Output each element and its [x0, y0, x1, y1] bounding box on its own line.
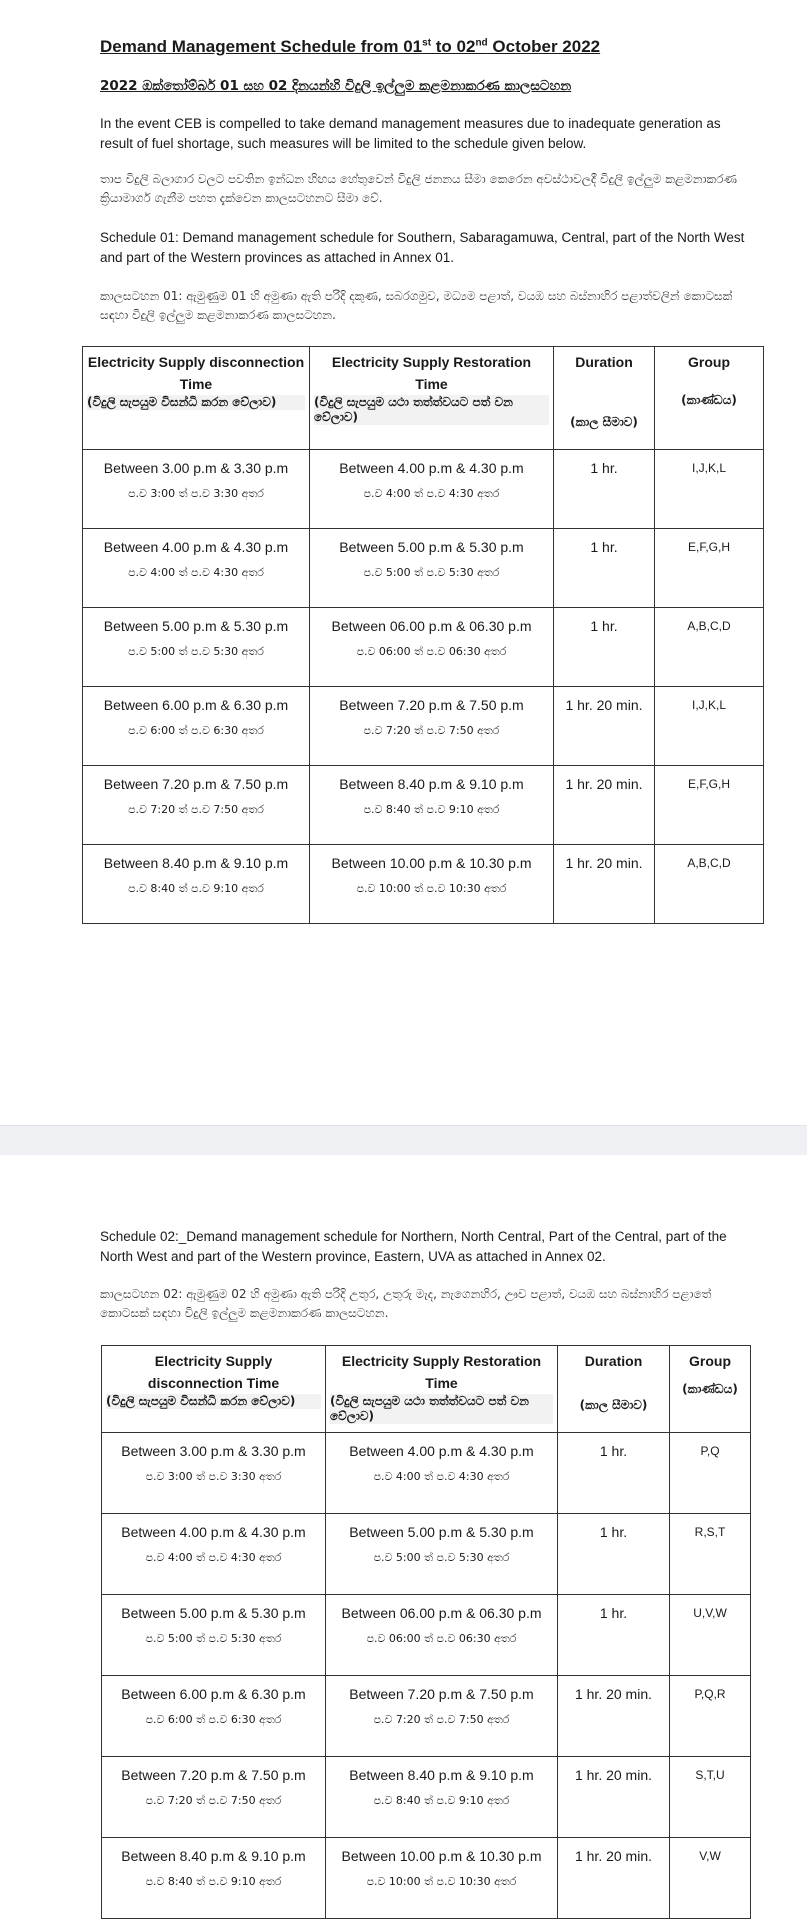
disconnection-time-sinhala: ප.ව 6:00 ත් ප.ව 6:30 අතර [145, 1713, 282, 1726]
restoration-time-cell [310, 450, 554, 529]
disconnection-time-sinhala: ප.ව 8:40 ත් ප.ව 9:10 අතර [145, 1875, 282, 1888]
schedule-2-table [101, 1345, 751, 1919]
group-value: U,V,W [693, 1606, 727, 1620]
table-row [102, 1595, 751, 1676]
disconnection-time-sinhala: ප.ව 7:20 ත් ප.ව 7:50 අතර [128, 803, 264, 816]
restoration-time-sinhala: ප.ව 5:00 ත් ප.ව 5:30 අතර [363, 566, 500, 579]
intro-paragraph-sinhala: තාප විදුලි බලාගාර වලට පවතින ඉන්ධන හිඟය හේතුවෙන් විදුලි ජනනය සීමා කෙරෙන අවස්ථාවලදී විදුලි ඉල්ලුම කළමනාකරණ ක්‍රියාමාර්ග ගැනීම පහත දැක්වෙන කාලසටහනට සීමා වේ. [100, 172, 737, 205]
restoration-time-cell [310, 766, 554, 845]
restoration-time-english: Between 4.00 p.m & 4.30 p.m [339, 460, 524, 476]
duration-value: 1 hr. [599, 1443, 628, 1459]
duration-value: 1 hr. [599, 1524, 628, 1540]
restoration-time-sinhala: ප.ව 06:00 ත් ප.ව 06:30 අතර [366, 1632, 517, 1645]
schedule-2-description-sinhala: කාලසටහන 02: ඇමුණුම 02 හි අමුණා ඇති පරිදි උතුර, උතුරු මැද, නැගෙනහිර, ඌව පළාත්, වයඹ සහ බස්නාහිර පළාතේ කොටසක් සඳහා විදුලි ඉල්ලුම කළමනාකරණ කාලසටහන. [100, 1287, 712, 1320]
restoration-time-english: Between 4.00 p.m & 4.30 p.m [349, 1443, 534, 1459]
header-restoration-time: Electricity Supply Restoration Time (විදුලි සැපයුම යථා තත්ත්වයට පත් වන වේලාව) [310, 347, 554, 450]
header-restoration-time: Electricity Supply Restoration Time (විදුලි සැපයුම යථා තත්ත්වයට පත් වන වේලාව) [326, 1346, 558, 1433]
disconnection-time-sinhala: ප.ව 5:00 ත් ප.ව 5:30 අතර [145, 1632, 282, 1645]
group-value: P,Q [700, 1444, 720, 1458]
title-superscript-1: st [422, 37, 432, 49]
restoration-time-english: Between 7.20 p.m & 7.50 p.m [349, 1686, 534, 1702]
restoration-time-sinhala: ප.ව 8:40 ත් ප.ව 9:10 අතර [363, 803, 500, 816]
group-cell [670, 1676, 751, 1757]
restoration-time-english: Between 06.00 p.m & 06.30 p.m [341, 1605, 542, 1621]
header-group: Group (කාණ්ඩය) [655, 347, 764, 450]
disconnection-time-cell [83, 766, 310, 845]
header-disconnection-time: Electricity Supply disconnection Time (විදුලි සැපයුම විසන්ධි කරන වේලාව) [83, 347, 310, 450]
duration-cell [554, 845, 655, 924]
disconnection-time-cell [83, 529, 310, 608]
disconnection-time-cell [102, 1757, 326, 1838]
disconnection-time-english: Between 8.40 p.m & 9.10 p.m [121, 1848, 306, 1864]
disconnection-time-sinhala: ප.ව 6:00 ත් ප.ව 6:30 අතර [128, 724, 264, 737]
schedule-1-table-body [83, 450, 764, 924]
disconnection-time-cell [102, 1514, 326, 1595]
restoration-time-cell [326, 1595, 558, 1676]
disconnection-time-cell [83, 608, 310, 687]
restoration-time-cell [326, 1757, 558, 1838]
group-value: P,Q,R [694, 1687, 726, 1701]
table-row [83, 529, 764, 608]
table-row [83, 845, 764, 924]
restoration-time-english: Between 10.00 p.m & 10.30 p.m [341, 1848, 542, 1864]
disconnection-time-english: Between 8.40 p.m & 9.10 p.m [103, 855, 289, 871]
table-header-row [83, 347, 764, 450]
table-row [102, 1838, 751, 1919]
disconnection-time-sinhala: ප.ව 3:00 ත් ප.ව 3:30 අතර [145, 1470, 282, 1483]
restoration-time-cell [310, 529, 554, 608]
header-disconnection-time: Electricity Supply disconnection Time (විදුලි සැපයුම විසන්ධි කරන වේලාව) [102, 1346, 326, 1433]
header-duration: Duration (කාල සීමාව) [554, 347, 655, 450]
duration-cell [558, 1757, 670, 1838]
disconnection-time-english: Between 3.00 p.m & 3.30 p.m [121, 1443, 306, 1459]
disconnection-time-cell [83, 687, 310, 766]
group-value: S,T,U [695, 1768, 725, 1782]
group-value: A,B,C,D [687, 619, 731, 633]
restoration-time-english: Between 8.40 p.m & 9.10 p.m [339, 776, 524, 792]
header-group: Group (කාණ්ඩය) [670, 1346, 751, 1433]
restoration-time-sinhala: ප.ව 7:20 ත් ප.ව 7:50 අතර [363, 724, 500, 737]
table-header-row [102, 1346, 751, 1433]
table-row [83, 608, 764, 687]
disconnection-time-sinhala: ප.ව 4:00 ත් ප.ව 4:30 අතර [145, 1551, 282, 1564]
disconnection-time-english: Between 5.00 p.m & 5.30 p.m [121, 1605, 306, 1621]
table-row [83, 766, 764, 845]
restoration-time-english: Between 5.00 p.m & 5.30 p.m [339, 539, 524, 555]
title-superscript-2: nd [475, 37, 488, 49]
group-cell [670, 1757, 751, 1838]
schedule-1-table [82, 346, 764, 924]
group-value: A,B,C,D [687, 856, 731, 870]
disconnection-time-cell [102, 1595, 326, 1676]
duration-cell [554, 687, 655, 766]
duration-cell [554, 529, 655, 608]
group-value: I,J,K,L [691, 461, 726, 475]
duration-cell [554, 766, 655, 845]
schedule-1-description-sinhala: කාලසටහන 01: ඇමුණුම 01 හි අමුණා ඇති පරිදි දකුණ, සබරගමුව, මධ්‍යම පළාත්, වයඹ සහ බස්නාහිර පළාත්වලින් කොටසක් සඳහා විදුලි ඉල්ලුම කළමනාකරණ කාලසටහන. [100, 289, 733, 322]
duration-value: 1 hr. [590, 460, 618, 476]
intro-paragraph-english: In the event CEB is compelled to take demand management measures due to inadequate generation as result of fuel shortage, such measures will be limited to the schedule given below. [100, 116, 721, 151]
duration-cell [554, 450, 655, 529]
group-cell [655, 450, 764, 529]
disconnection-time-sinhala: ප.ව 5:00 ත් ප.ව 5:30 අතර [128, 645, 264, 658]
restoration-time-english: Between 5.00 p.m & 5.30 p.m [349, 1524, 534, 1540]
group-cell [670, 1595, 751, 1676]
restoration-time-cell [310, 845, 554, 924]
group-value: V,W [699, 1849, 721, 1863]
table-row [102, 1514, 751, 1595]
restoration-time-english: Between 8.40 p.m & 9.10 p.m [349, 1767, 534, 1783]
page-subtitle-sinhala: 2022 ඔක්තෝම්බර් 01 සහ 02 දිනයන්හි විදුලි ඉල්ලුම කළමනාකරණ කාලසටහන [100, 78, 572, 94]
group-cell [655, 529, 764, 608]
restoration-time-cell [326, 1433, 558, 1514]
duration-value: 1 hr. [590, 618, 618, 634]
duration-value: 1 hr. [599, 1605, 628, 1621]
schedule-1-description-english: Schedule 01: Demand management schedule for Southern, Sabaragamuwa, Central, part of the North West and part of the Western provinces as attached in Annex 01. [100, 230, 745, 265]
group-value: R,S,T [694, 1525, 726, 1539]
restoration-time-cell [310, 608, 554, 687]
table-row [102, 1757, 751, 1838]
duration-cell [558, 1595, 670, 1676]
disconnection-time-sinhala: ප.ව 7:20 ත් ප.ව 7:50 අතර [145, 1794, 282, 1807]
duration-value: 1 hr. 20 min. [565, 697, 643, 713]
disconnection-time-english: Between 3.00 p.m & 3.30 p.m [103, 460, 289, 476]
restoration-time-sinhala: ප.ව 10:00 ත් ප.ව 10:30 අතර [366, 1875, 517, 1888]
group-value: E,F,G,H [687, 777, 730, 791]
disconnection-time-english: Between 6.00 p.m & 6.30 p.m [103, 697, 289, 713]
duration-cell [558, 1514, 670, 1595]
duration-value: 1 hr. 20 min. [565, 855, 643, 871]
disconnection-time-sinhala: ප.ව 8:40 ත් ප.ව 9:10 අතර [128, 882, 264, 895]
disconnection-time-sinhala: ප.ව 4:00 ත් ප.ව 4:30 අතර [128, 566, 264, 579]
disconnection-time-english: Between 4.00 p.m & 4.30 p.m [103, 539, 289, 555]
disconnection-time-cell [102, 1676, 326, 1757]
duration-value: 1 hr. 20 min. [565, 776, 643, 792]
restoration-time-sinhala: ප.ව 4:00 ත් ප.ව 4:30 අතර [363, 487, 500, 500]
group-cell [655, 766, 764, 845]
duration-cell [558, 1838, 670, 1919]
page-separator [0, 1125, 807, 1157]
duration-cell [554, 608, 655, 687]
duration-value: 1 hr. 20 min. [574, 1848, 653, 1864]
group-cell [670, 1514, 751, 1595]
restoration-time-sinhala: ප.ව 4:00 ත් ප.ව 4:30 අතර [373, 1470, 510, 1483]
duration-value: 1 hr. [590, 539, 618, 555]
disconnection-time-cell [102, 1838, 326, 1919]
group-value: E,F,G,H [687, 540, 730, 554]
table-row [83, 687, 764, 766]
header-duration: Duration (කාල සීමාව) [558, 1346, 670, 1433]
disconnection-time-english: Between 6.00 p.m & 6.30 p.m [121, 1686, 306, 1702]
restoration-time-cell [326, 1838, 558, 1919]
group-cell [670, 1433, 751, 1514]
group-cell [670, 1838, 751, 1919]
group-cell [655, 687, 764, 766]
table-row [83, 450, 764, 529]
restoration-time-english: Between 7.20 p.m & 7.50 p.m [339, 697, 524, 713]
restoration-time-sinhala: ප.ව 8:40 ත් ප.ව 9:10 අතර [373, 1794, 510, 1807]
restoration-time-english: Between 06.00 p.m & 06.30 p.m [331, 618, 532, 634]
table-row [102, 1433, 751, 1514]
disconnection-time-cell [83, 845, 310, 924]
restoration-time-sinhala: ප.ව 7:20 ත් ප.ව 7:50 අතර [373, 1713, 510, 1726]
disconnection-time-cell [83, 450, 310, 529]
duration-cell [558, 1433, 670, 1514]
restoration-time-sinhala: ප.ව 10:00 ත් ප.ව 10:30 අතර [356, 882, 507, 895]
table-row [102, 1676, 751, 1757]
duration-value: 1 hr. 20 min. [574, 1686, 653, 1702]
disconnection-time-english: Between 7.20 p.m & 7.50 p.m [103, 776, 289, 792]
restoration-time-cell [326, 1514, 558, 1595]
disconnection-time-sinhala: ප.ව 3:00 ත් ප.ව 3:30 අතර [128, 487, 264, 500]
restoration-time-sinhala: ප.ව 5:00 ත් ප.ව 5:30 අතර [373, 1551, 510, 1564]
restoration-time-cell [310, 687, 554, 766]
duration-cell [558, 1676, 670, 1757]
duration-value: 1 hr. 20 min. [574, 1767, 653, 1783]
restoration-time-sinhala: ප.ව 06:00 ත් ප.ව 06:30 අතර [356, 645, 507, 658]
disconnection-time-english: Between 4.00 p.m & 4.30 p.m [121, 1524, 306, 1540]
disconnection-time-english: Between 7.20 p.m & 7.50 p.m [121, 1767, 306, 1783]
disconnection-time-english: Between 5.00 p.m & 5.30 p.m [103, 618, 289, 634]
restoration-time-cell [326, 1676, 558, 1757]
restoration-time-english: Between 10.00 p.m & 10.30 p.m [331, 855, 532, 871]
page-title: Demand Management Schedule from 01st to 02nd October 2022 [100, 37, 601, 56]
schedule-2-description-english: Schedule 02:_Demand management schedule for Northern, North Central, Part of the Central, part of the North West and part of the Western province, Eastern, UVA as attached in Annex 02. [100, 1229, 727, 1264]
group-cell [655, 845, 764, 924]
disconnection-time-cell [102, 1433, 326, 1514]
schedule-2-table-body [102, 1433, 751, 1919]
group-cell [655, 608, 764, 687]
group-value: I,J,K,L [691, 698, 726, 712]
